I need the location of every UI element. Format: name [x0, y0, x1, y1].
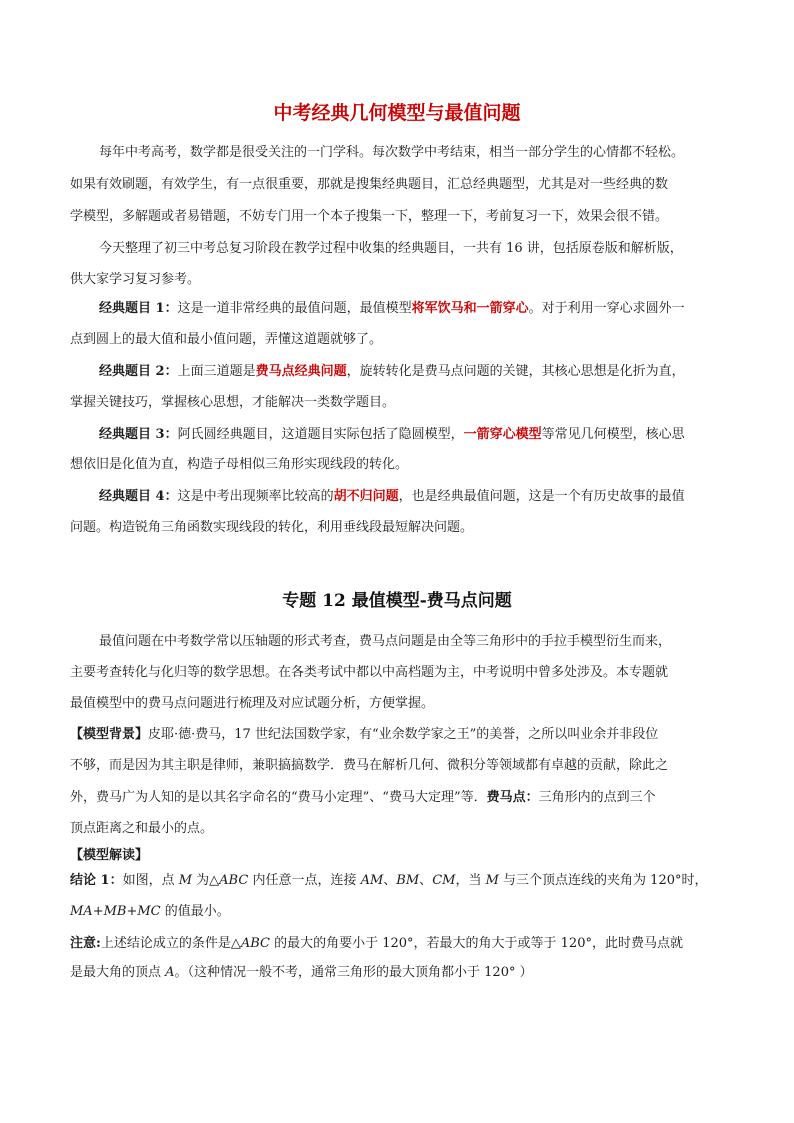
intro-line: 供大家学习复习参考。: [70, 272, 201, 287]
interpretation-label: 【模型解读】: [70, 848, 149, 863]
section-title: 专题 12 最值模型-费马点问题: [282, 591, 512, 611]
background-line: 顶点距离之和最小的点。: [70, 821, 214, 836]
conclusion-label: 结论 1：: [70, 873, 123, 888]
item-3-line: 想依旧是化值为直，构造子母相似三角形实现线段的转化。: [70, 457, 409, 472]
intro-line: 今天整理了初三中考总复习阶段在教学过程中收集的经典题目，一共有 16 讲，包括原卷版和解析版，: [99, 241, 683, 256]
fermat-point-label: 费马点：: [486, 790, 539, 805]
item-1-line: 经典题目 1：这是一道非常经典的最值问题，最值模型将军饮马和一箭穿心。对于利用一穿心求圆外一: [99, 301, 685, 316]
intro-line: 如果有效刷题，有效学生，有一点很重要，那就是搜集经典题目，汇总经典题型，尤其是对一些经典的数: [70, 177, 669, 192]
item-label: 经典题目 2：: [99, 364, 178, 379]
background-line: 【模型背景】皮耶·德·费马，17 世纪法国数学家，有“业余数学家之王”的美誉，之所以叫业余并非段位: [70, 727, 659, 742]
background-label: 【模型背景】: [70, 727, 149, 742]
intro-line: 每年中考高考，数学都是很受关注的一门学科。每次数学中考结束，相当一部分学生的心情都不轻松。: [99, 145, 685, 160]
note-label: 注意:: [70, 936, 101, 951]
item-label: 经典题目 4：: [99, 489, 178, 504]
note-line: 是最大角的顶点 A。（这种情况一般不考，通常三角形的最大顶角都小于 120° ）: [70, 965, 533, 980]
item-label: 经典题目 1：: [99, 301, 178, 316]
item-1-line: 点到圆上的最大值和最小值问题，弄懂这道题就够了。: [70, 332, 383, 347]
item-2-line: 经典题目 2：上面三道题是费马点经典问题，旋转转化是费马点问题的关键，其核心思想是化折为直，: [99, 364, 685, 379]
item-highlight: 一箭穿心模型: [463, 427, 542, 442]
item-highlight: 将军饮马和一箭穿心: [411, 301, 529, 316]
item-2-line: 掌握关键技巧，掌握核心思想，才能解决一类数学题目。: [70, 395, 396, 410]
page-title: 中考经典几何模型与最值问题: [273, 102, 521, 124]
background-line: 外，费马广为人知的是以其名字命名的“费马小定理”、“费马大定理”等．费马点：三角形内的点到三个: [70, 790, 656, 805]
section-intro-line: 最值问题在中考数学常以压轴题的形式考查，费马点问题是由全等三角形中的手拉手模型衍生而来，: [99, 634, 672, 649]
expression: MA+MB+MC: [70, 904, 161, 919]
item-4-line: 经典题目 4：这是中考出现频率比较高的胡不归问题，也是经典最值问题，这是一个有历史故事的最值: [99, 489, 685, 504]
item-3-line: 经典题目 3：阿氏圆经典题目，这道题目实际包括了隐圆模型，一箭穿心模型等常见几何模型，核心思: [99, 427, 685, 442]
note-line: 注意:上述结论成立的条件是△ABC 的最大的角要小于 120°，若最大的角大于或等于 120°，此时费马点就: [70, 936, 683, 951]
item-highlight: 费马点经典问题: [255, 364, 347, 379]
item-label: 经典题目 3：: [99, 427, 178, 442]
item-highlight: 胡不归问题: [333, 489, 399, 504]
conclusion-line: MA+MB+MC 的值最小。: [70, 904, 230, 919]
section-intro-line: 主要考查转化与化归等的数学思想。在各类考试中都以中高档题为主，中考说明中曾多处涉及。本专题就: [70, 665, 669, 680]
background-line: 不够，而是因为其主职是律师，兼职搞搞数学．费马在解析几何、微积分等领域都有卓越的贡献，除此之: [70, 758, 669, 773]
item-4-line: 问题。构造锐角三角函数实现线段的转化，利用垂线段最短解决问题。: [70, 520, 474, 535]
conclusion-line: 结论 1：如图，点 M 为△ABC 内任意一点，连接 AM、BM、CM，当 M 与三个顶点连线的夹角为 120°时，: [70, 873, 708, 888]
intro-line: 学模型，多解题或者易错题，不妨专门用一个本子搜集一下，整理一下，考前复习一下，效果会很不错。: [70, 209, 669, 224]
section-intro-line: 最值模型中的费马点问题进行梳理及对应试题分析，方便掌握。: [70, 696, 435, 711]
